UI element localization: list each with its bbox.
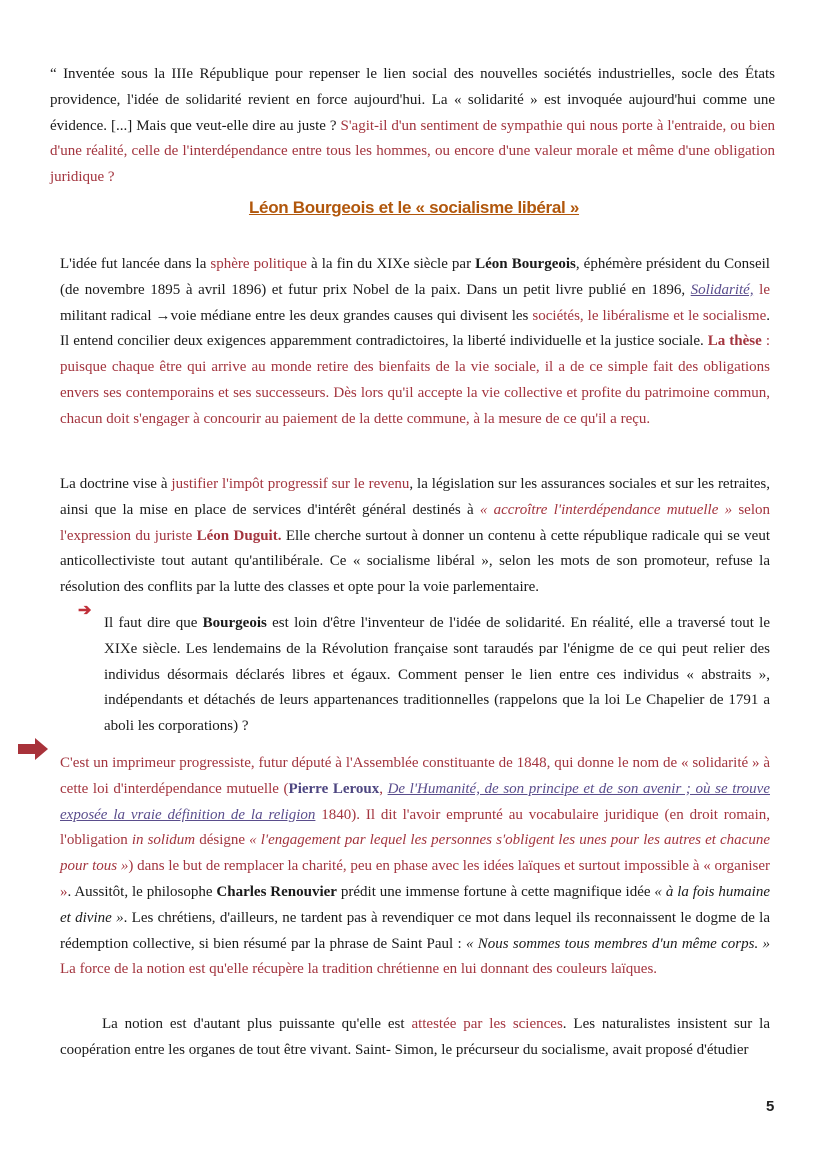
text-segment: La force de la notion est qu'elle récupère la tradition chrétienne en lui donnant des couleurs laïques.	[60, 961, 658, 978]
text-segment: justifier l'impôt progressif sur le revenu	[171, 476, 410, 492]
intro-quote-paragraph	[50, 62, 775, 191]
text-segment: Pierre Leroux	[288, 780, 380, 797]
text-segment: . Il entend concilier deux exigences apparemment contradictoires, la liberté individuelle et la justice sociale.	[60, 307, 771, 350]
bullet-arrow-icon: ➔	[78, 602, 92, 619]
block-arrow-icon	[18, 738, 48, 760]
text-segment: « à la fois humaine et divine »	[60, 883, 770, 926]
text-segment: , la législation sur les assurances sociales et sur les retraites, ainsi que la mise en place de services d'intérêt général destinés à	[60, 476, 770, 518]
text-segment: selon l'expression du juriste	[60, 501, 770, 544]
text-segment: . Les chrétiens, d'ailleurs, ne tardent pas à revendiquer ce mot dans lequel ils reconnaissent le dogme de la rédemption collective, si bien résumé par la phrase de Saint Paul :	[60, 909, 770, 952]
text-segment: “ Inventée sous la IIIe République pour repenser le lien social des nouvelles sociétés industrielles, socle des États providence, l'idée de solidarité revient en force aujourd'hui. La « solidarité » est invoquée aujourd'hui comme une évidence. [...] Mais que veut-elle dire au juste ?	[50, 66, 775, 134]
text-segment: : puisque chaque être qui arrive au monde retire des bienfaits de la vie sociale, il a de ce simple fait des obligations envers ses contemporains et ses successeurs. Dès lors qu'il accepte la vie collective et profite du patrimoine commun, chacun doit s'engager à concourir au paiement de la dette commune, à la mesure de ce qu'il a reçu.	[60, 333, 770, 427]
text-segment: . Les naturalistes insistent sur la coopération entre les organes de tout être vivant. Saint- Simon, le précurseur du socialisme, avait proposé d'étudier	[60, 1016, 770, 1058]
text-segment: ) dans le but de remplacer la charité, peu en phase avec les idées laïques et surtout impossible à « organiser »	[60, 858, 770, 900]
text-segment: , éphémère président du Conseil (de novembre 1895 à avril 1896) et futur prix Nobel de la paix. Dans un petit livre publié en 1896,	[60, 256, 770, 298]
text-segment: L'idée fut lancée dans la	[60, 256, 211, 272]
text-segment: C'est un imprimeur progressiste, futur député à l'Assemblée constituante de 1848, qui donne le nom de « solidarité » à cette loi d'interdépendance mutuelle (	[60, 755, 770, 797]
text-segment: Léon Bourgeois	[475, 256, 576, 272]
text-segment: à la fin du XIXe siècle par	[306, 256, 476, 272]
book-title-link[interactable]: Solidarité,	[690, 281, 754, 298]
section-heading: Léon Bourgeois et le « socialisme libéral »	[248, 198, 580, 217]
sciences-paragraph	[60, 1012, 770, 1064]
text-segment: ,	[379, 780, 388, 797]
text-segment: le	[753, 281, 771, 298]
bullet-paragraph	[104, 611, 770, 740]
text-segment: militant radical →voie médiane entre les deux grandes causes qui divisent les	[60, 307, 533, 324]
text-segment: « l'engagement par lequel les personnes s'obligent les unes pour les autres et chacune pour tous »	[60, 832, 770, 875]
text-segment: désigne	[195, 832, 250, 849]
book-title-link[interactable]: De l'Humanité, de son principe et de son avenir ; où se trouve exposée la vraie définition de la religion	[60, 780, 770, 823]
leroux-paragraph	[60, 751, 770, 983]
text-segment: sociétés, le libéralisme et le socialisme	[532, 307, 767, 324]
doctrine-paragraph	[60, 472, 770, 601]
text-segment: Il faut dire que	[104, 615, 203, 631]
text-segment: prédit une immense fortune à cette magnifique idée	[336, 883, 655, 900]
text-segment: Charles Renouvier	[216, 883, 337, 900]
bourgeois-paragraph	[60, 252, 770, 433]
text-segment: Bourgeois	[202, 615, 267, 631]
text-segment: S'agit-il d'un sentiment de sympathie qui nous porte à l'entraide, ou bien d'une réalité, celle de l'interdépendance entre tous les hommes, ou encore d'une valeur morale et même d'une obligation juridique ?	[50, 117, 775, 186]
text-segment: Elle cherche surtout à donner un contenu à cette république radicale qui se veut anticollectiviste tout autant qu'antilibérale. Ce « socialisme libéral », selon les mots de son promoteur, refuse la résolution des conflits par la lutte des classes et opte pour la voie parlementaire.	[60, 527, 770, 596]
text-segment: La doctrine vise à	[60, 476, 172, 492]
text-segment: Léon Duguit.	[196, 527, 282, 544]
page-number: 5	[766, 1098, 775, 1115]
text-segment: 1840). Il dit l'avoir emprunté au vocabulaire juridique (en droit romain, l'obligation	[60, 806, 771, 849]
text-segment: . Aussitôt, le philosophe	[67, 883, 217, 900]
text-segment: La thèse	[707, 333, 762, 350]
text-segment: est loin d'être l'inventeur de l'idée de solidarité. En réalité, elle a traversé tout le XIXe siècle. Les lendemains de la Révolution française sont taraudés par l'énigme de ce qui peut relier des individus désormais déclarés libres et égaux. Comment penser le lien entre ces individus « abstraits », indépendants et détachés de leurs appartenances traditionnelles (rappelons que la loi Le Chapelier de 1791 a aboli les corporations) ?	[104, 615, 771, 735]
text-segment: « Nous sommes tous membres d'un même corps. »	[465, 935, 770, 952]
text-segment: La notion est d'autant plus puissante qu'elle est	[102, 1016, 412, 1032]
text-segment: sphère politique	[210, 256, 307, 272]
text-segment: attestée par les sciences	[411, 1016, 563, 1032]
text-segment: in solidum	[131, 832, 196, 849]
text-segment: « accroître l'interdépendance mutuelle »	[479, 501, 733, 518]
